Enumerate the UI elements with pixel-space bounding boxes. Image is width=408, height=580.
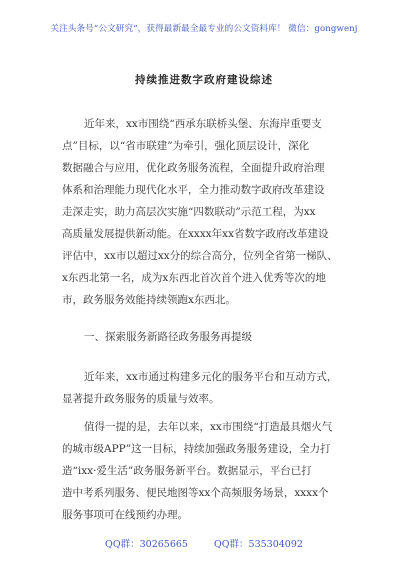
- paragraph-line: 近年来，xx市通过构建多元化的服务平台和互动方式，: [84, 371, 338, 383]
- paragraph-line: x东西北第一名，成为x东西北首次首个进入优秀等次的地: [62, 272, 326, 284]
- paragraph-line: 造“ixx·爱生活”政务服务新平台。数据显示，平台已打: [62, 465, 312, 477]
- document-title: 持续推进数字政府建设综述: [135, 74, 273, 86]
- header-banner: 关注头条号“公文研究”，获得最新最全最专业的公文资料库！ 微信：gongwenj: [50, 24, 358, 34]
- paragraph-line: 高质量发展提供新动能。在xxxx年xx省数字政府改革建设: [62, 228, 329, 240]
- footer-qq-group-2: QQ群：535304092: [213, 539, 303, 550]
- section-heading: 一、探索服务新路径政务服务再提级: [84, 331, 252, 343]
- paragraph-line: 显著提升政务服务的质量与效率。: [62, 393, 220, 405]
- paragraph-line: 服务事项可在线预约办理。: [62, 509, 188, 521]
- paragraph-line: 走深走实，助力高层次实施“四数联动”示范工程，为xx: [62, 206, 316, 218]
- footer: [0, 536, 408, 550]
- paragraph-2: [62, 366, 352, 410]
- paragraph-line: 体系和治理能力现代化水平，全力推动数字政府改革建设: [62, 184, 325, 196]
- paragraph-line: 近年来，xx市围绕“西承东联桥头堡、东海岸重要支: [84, 118, 322, 130]
- paragraph-3: [62, 416, 352, 526]
- paragraph-1: [62, 113, 352, 311]
- footer-qq-group-1: QQ群：30265665: [105, 539, 188, 550]
- paragraph-line: 点”目标，以“省市联建”为牵引，强化顶层设计，深化: [62, 140, 310, 152]
- paragraph-line: 造中考系列服务、便民地图等xx个高频服务场景，xxxx个: [62, 487, 329, 499]
- paragraph-line: 数据融合与应用，优化政务服务流程，全面提升政府治理: [62, 162, 325, 174]
- paragraph-line: 值得一提的是，去年以来，xx市围绕“打造最具烟火气: [84, 421, 333, 433]
- paragraph-line: 市，政务服务效能持续领跑x东西北。: [62, 294, 236, 306]
- paragraph-line: 评估中，xx市以超过xx分的综合高分，位列全省第一梯队、: [62, 250, 338, 262]
- paragraph-line: 的城市级APP”这一目标，持续加强政务服务建设，全力打: [62, 443, 331, 455]
